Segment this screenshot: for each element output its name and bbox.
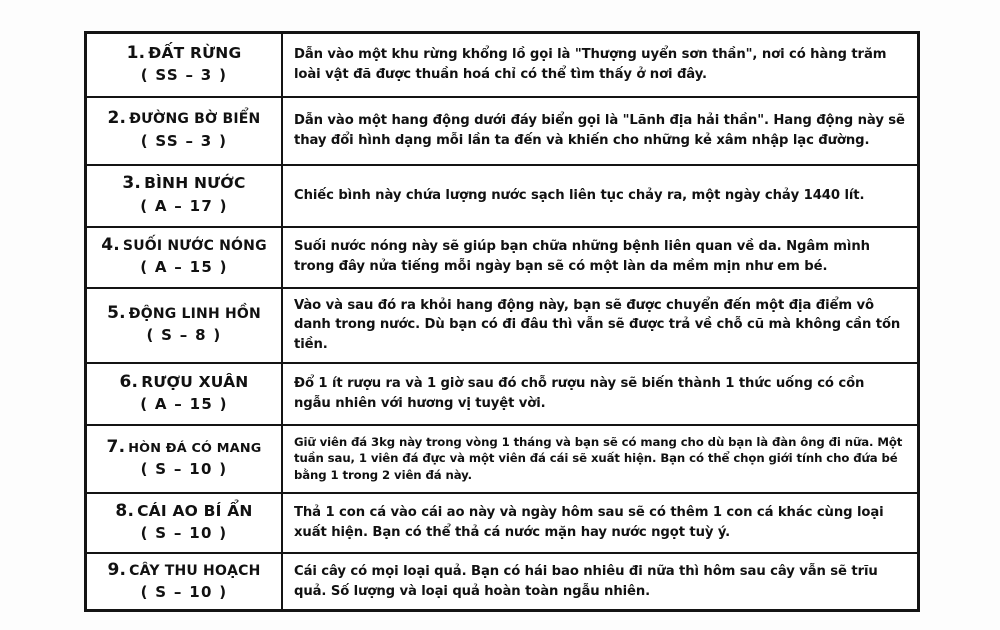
- ability-index: 9.: [107, 559, 127, 580]
- ability-code: ( A – 15 ): [140, 258, 228, 277]
- ability-description-cell: [282, 425, 919, 493]
- ability-name-cell: [86, 363, 283, 425]
- ability-name-line: [90, 174, 278, 193]
- ability-name-line: [90, 561, 278, 580]
- ability-index: 6.: [119, 371, 139, 392]
- table-row: [86, 288, 919, 363]
- table-row: [86, 493, 919, 553]
- ability-code: ( SS – 3 ): [140, 65, 228, 84]
- ability-table: [84, 31, 920, 612]
- ability-index: 5.: [107, 303, 126, 324]
- ability-description: Vào và sau đó ra khỏi hang động này, bạn sẽ được chuyển đến một địa điểm vô danh trong nước. Dù bạn có đi đâu thì vẫn sẽ được trả về chỗ cũ mà không cần tốn tiền.: [294, 297, 901, 353]
- ability-name-cell: [86, 425, 283, 493]
- ability-description: Thả 1 con cá vào cái ao này và ngày hôm sau sẽ có thêm 1 con cá khác cùng loại xuất hiện. Bạn có thể thả cá nước mặn hay nước ngọt tuỳ ý.: [294, 505, 884, 540]
- ability-index: 8.: [115, 500, 135, 521]
- ability-table-body: [86, 33, 919, 611]
- ability-description: Suối nước nóng này sẽ giúp bạn chữa những bệnh liên quan về da. Ngâm mình trong đây nửa tiếng mỗi ngày bạn sẽ có một làn da mềm mịn như em bé.: [294, 239, 870, 274]
- ability-description-cell: [282, 97, 919, 165]
- ability-description: Giữ viên đá 3kg này trong vòng 1 tháng và bạn sẽ có mang cho dù bạn là đàn ông đi nữa. Một tuần sau, 1 viên đá đực và một viên đá cái sẽ xuất hiện. Bạn có thể chọn giới tính cho đứa bé bằng 1 trong 2 viên đá này.: [294, 434, 903, 483]
- table-row: [86, 165, 919, 227]
- ability-name-line: [90, 438, 278, 457]
- ability-code: ( SS – 3 ): [140, 131, 228, 150]
- ability-index: 2.: [107, 108, 127, 129]
- ability-name-cell: [86, 227, 283, 288]
- ability-name-line: [90, 236, 278, 255]
- ability-name-line: [90, 109, 278, 128]
- ability-name-cell: [86, 288, 283, 363]
- ability-code: ( S – 8 ): [146, 326, 222, 345]
- ability-name-cell: [86, 493, 283, 553]
- table-row: [86, 425, 919, 493]
- ability-code: ( A – 17 ): [140, 196, 228, 215]
- table-row: [86, 33, 919, 97]
- ability-name-line: [90, 502, 278, 521]
- ability-title: CÁI AO BÍ ẨN: [137, 501, 253, 520]
- ability-description: Chiếc bình này chứa lượng nước sạch liên tục chảy ra, một ngày chảy 1440 lít.: [294, 187, 865, 203]
- ability-description: Dẫn vào một khu rừng khổng lồ gọi là "Thượng uyển sơn thần", nơi có hàng trăm loài vật đã được thuần hoá chỉ có thể tìm thấy ở nơi đây.: [294, 46, 887, 82]
- ability-title: RƯỢU XUÂN: [141, 372, 249, 391]
- ability-name-cell: [86, 33, 283, 97]
- ability-name-line: [90, 304, 278, 323]
- ability-code: ( A – 15 ): [140, 394, 228, 413]
- ability-index: 3.: [122, 173, 142, 194]
- ability-title: ĐƯỜNG BỜ BIỂN: [129, 111, 261, 128]
- ability-name-cell: [86, 553, 283, 611]
- ability-description-cell: [282, 288, 919, 363]
- ability-description: Đổ 1 ít rượu ra và 1 giờ sau đó chỗ rượu này sẽ biến thành 1 thức uống có cồn ngẫu nhiên với hương vị tuyệt vời.: [294, 376, 865, 411]
- ability-description-cell: [282, 227, 919, 288]
- ability-name-line: [90, 44, 278, 63]
- ability-name-cell: [86, 165, 283, 227]
- table-row: [86, 227, 919, 288]
- ability-description: Dẫn vào một hang động dưới đáy biển gọi là "Lãnh địa hải thần". Hang động này sẽ thay đổi hình dạng mỗi lần ta đến và khiến cho những kẻ xâm nhập lạc đường.: [294, 112, 905, 148]
- ability-title: CÂY THU HOẠCH: [129, 562, 261, 579]
- ability-description-cell: [282, 363, 919, 425]
- ability-index: 1.: [126, 42, 146, 63]
- ability-title: ĐỘNG LINH HỒN: [128, 306, 261, 323]
- ability-code: ( S – 10 ): [140, 459, 228, 478]
- ability-name-line: [90, 373, 278, 392]
- ability-index: 4.: [101, 234, 120, 255]
- table-row: [86, 553, 919, 611]
- ability-title: HÒN ĐÁ CÓ MANG: [128, 440, 262, 456]
- ability-name-cell: [86, 97, 283, 165]
- ability-description: Cái cây có mọi loại quả. Bạn có hái bao nhiêu đi nữa thì hôm sau cây vẫn sẽ trĩu quả. Số lượng và loại quả hoàn toàn ngẫu nhiên.: [294, 563, 878, 599]
- ability-description-cell: [282, 165, 919, 227]
- ability-code: ( S – 10 ): [140, 582, 228, 601]
- ability-title: SUỐI NƯỚC NÓNG: [122, 237, 267, 254]
- ability-description-cell: [282, 33, 919, 97]
- ability-description-cell: [282, 553, 919, 611]
- ability-description-cell: [282, 493, 919, 553]
- ability-code: ( S – 10 ): [140, 523, 228, 542]
- ability-title: BÌNH NƯỚC: [144, 174, 246, 193]
- table-row: [86, 97, 919, 165]
- table-row: [86, 363, 919, 425]
- ability-index: 7.: [106, 436, 126, 457]
- ability-title: ĐẤT RỪNG: [148, 43, 242, 62]
